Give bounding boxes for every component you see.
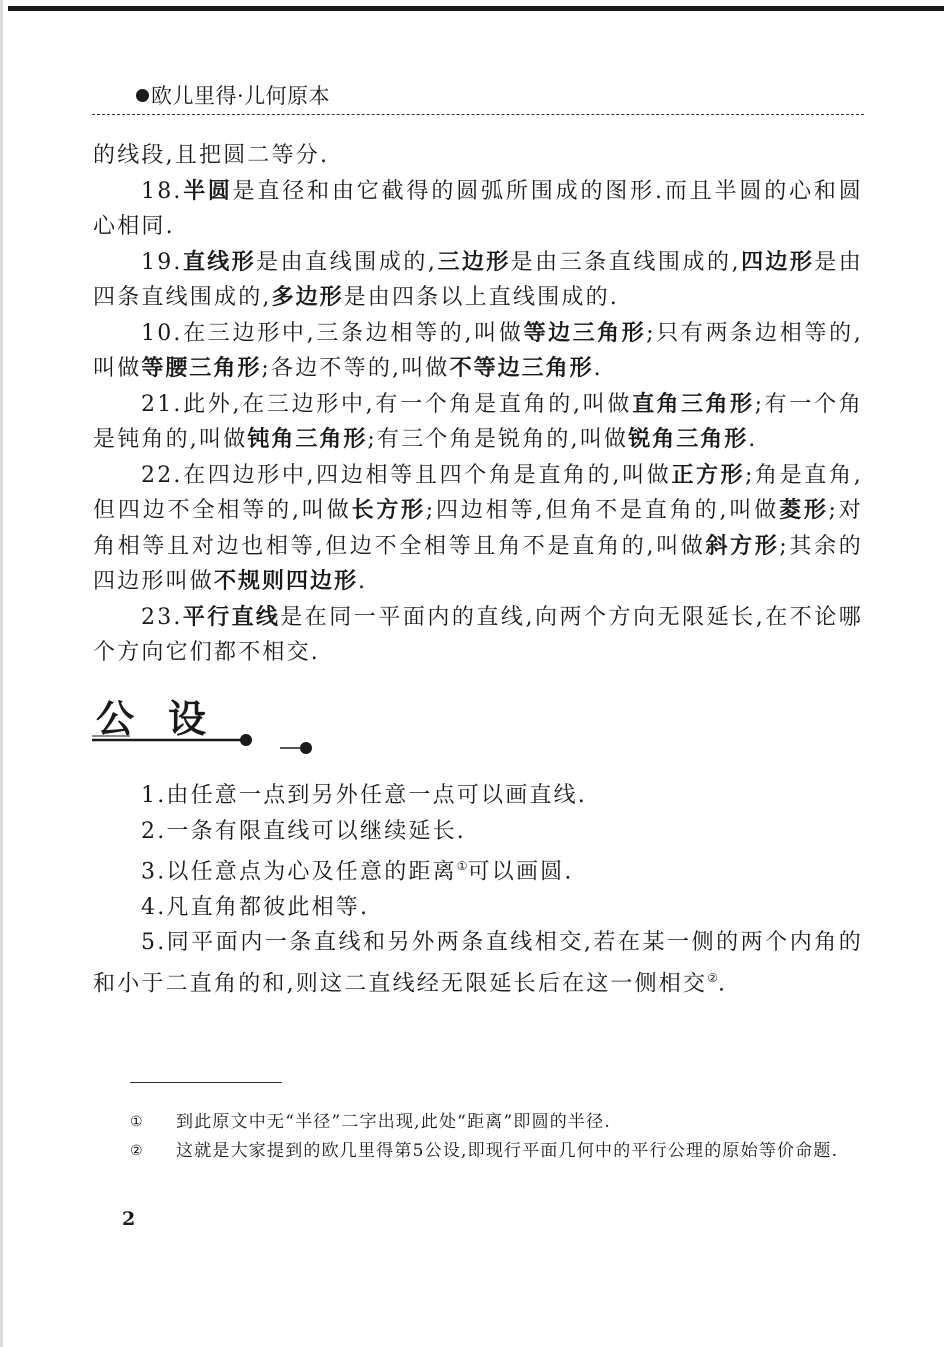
footnote-2 [130, 1137, 862, 1166]
footnote-ref-1[interactable]: ① [456, 859, 468, 873]
term: 钝角三角形 [247, 427, 368, 452]
title-ornament [92, 732, 322, 758]
page-number: 2 [122, 1208, 136, 1230]
term: 等腰三角形 [141, 356, 262, 381]
postulate-5: 5.同平面内一条直线和另外两条直线相交,若在某一侧的两个内角的和小于二直角的和,则这二直线经无限延长后在这一侧相交②. [93, 930, 863, 997]
term: 菱形 [779, 498, 829, 523]
footnotes [130, 1108, 862, 1166]
footnote-mark: ① [130, 1114, 144, 1130]
bullet-icon [136, 89, 149, 102]
term: 等边三角形 [523, 320, 647, 346]
term: 长方形 [351, 498, 426, 523]
section-title: 公设 [96, 697, 241, 741]
postulate-2: 2.一条有限直线可以继续延长. [141, 818, 466, 844]
definition-21: 21.此外,在三边形中,有一个角是直角的,叫做直角三角形;有一个角是钝角的,叫做钝角三角形;有三个角是锐角的,叫做锐角三角形. [93, 391, 863, 452]
definition-20: 10.在三边形中,三条边相等的,叫做等边三角形;只有两条边相等的,叫做等腰三角形;各边不等的,叫做不等边三角形. [93, 320, 863, 381]
running-head-text: 欧儿里得·儿何原本 [151, 84, 331, 108]
footnote-rule [130, 1082, 282, 1083]
term: 四边形 [740, 249, 815, 275]
term: 三边形 [437, 249, 511, 275]
term: 锐角三角形 [628, 427, 749, 452]
term: 半圆 [182, 178, 233, 204]
term: 正方形 [671, 462, 745, 488]
footnote-mark: ② [130, 1143, 144, 1159]
term: 不规则四边形 [214, 569, 359, 594]
term: 直角三角形 [632, 391, 755, 417]
top-rule [8, 6, 944, 11]
postulate-1: 1.由任意一点到另外任意一点可以画直线. [141, 783, 587, 808]
page-edge [0, 0, 3, 1347]
postulate-3: 3.以任意点为心及任意的距离①可以画圆. [141, 859, 574, 885]
paragraph-continuation: 的线段,且把圆二等分. [93, 143, 330, 168]
footnote-text: 这就是大家提到的欧几里得第5公设,即现行平面几何中的平行公理的原始等价命题. [176, 1141, 839, 1161]
postulate-4: 4.凡直角都彼此相等. [141, 894, 370, 920]
term: 不等边三角形 [449, 356, 594, 381]
term: 平行直线 [182, 604, 281, 630]
term: 斜方形 [705, 533, 780, 559]
footnote-ref-2[interactable]: ② [707, 970, 718, 985]
definitions-block [93, 138, 863, 671]
running-head [136, 80, 330, 110]
postulates-block [93, 778, 863, 1002]
definition-18: 18.半圆是直径和由它截得的圆弧所围成的图形.而且半圆的心和圆心相同. [93, 178, 863, 239]
definition-23: 23.平行直线是在同一平面内的直线,向两个方向无限延长,在不论哪个方向它们都不相交. [93, 604, 863, 665]
term: 直线形 [182, 249, 257, 275]
term: 多边形 [271, 285, 344, 310]
definition-19: 19.直线形是由直线围成的,三边形是由三条直线围成的,四边形是由四条直线围成的,多边形是由四条以上直线围成的. [93, 249, 863, 310]
footnote-1 [130, 1108, 862, 1137]
definition-22: 22.在四边形中,四边相等且四个角是直角的,叫做正方形;角是直角,但四边不全相等的,叫做长方形;四边相等,但角不是直角的,叫做菱形;对角相等且对边也相等,但边不全相等且角不是直角的,叫做斜方形;其余的四边形叫做不规则四边形. [93, 462, 863, 594]
header-rule [92, 114, 864, 115]
footnote-text: 到此原文中无“半径”二字出现,此处“距离”即圆的半径. [176, 1112, 611, 1132]
